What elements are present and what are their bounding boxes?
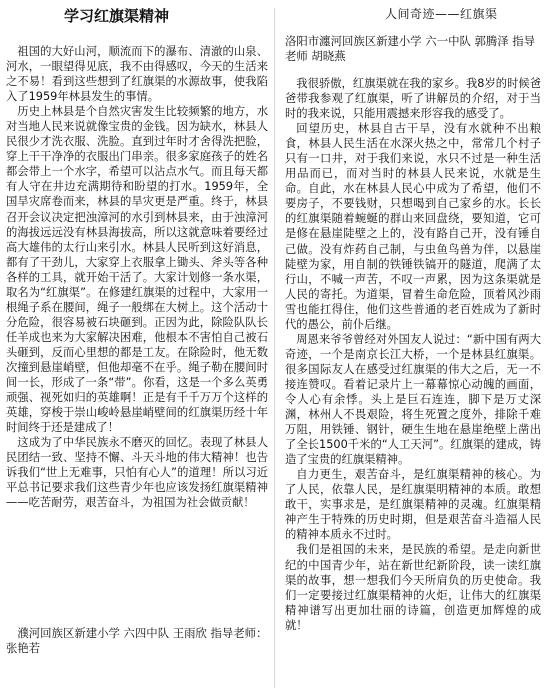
left-article-title: 学习红旗渠精神 [64,7,170,25]
right-paragraph: 自力更生，艰苦奋斗，是红旗渠精神的核心。为了人民，依靠人民，是红旗渠明精神的本质。敢想敢干，实事求是，是红旗渠精神的灵魂。红旗渠精神产生于特殊的历史时期，但是艰苦奋斗造福人民的精神本质永不过时。 [285,468,541,542]
right-paragraph: 周恩来爷爷曾经对外国友人说过：“新中国有两大奇迹，一个是南京长江大桥，一个是林县红旗渠。很多国际友人在感受过红旗渠的伟大之后，无一不接连赞叹。看着记录片上一幕幕惊心动魄的画面，令人心有余悸。头上是巨石连连，脚下是万丈深渊，林州人不畏艰险，将生死置之度外，排除千难万阻，用铁锤、钢针，硬生生地在悬崖绝壁上凿出了全长1500千米的“人工天河”。红旗渠的建成，铸造了宝贵的红旗渠精神。 [285,332,541,467]
left-paragraph: 这成为了中华民族永不磨灭的回忆。表现了林县人民团结一致、坚持不懈、斗天斗地的伟大精神！也告诉我们“世上无难事，只怕有心人”的道理！所以习近平总书记要求我们这些青少年也应该发扬红旗渠精神——吃苦耐劳，艰苦奋斗，为祖国为社会做贡献！ [6,436,268,510]
right-paragraph: 我们是祖国的未来，是民族的希望。是走向新世纪的中国青少年，站在新世纪新阶段，读一读红旗渠的故事，想一想我们今天所肩负的历史使命。我们一定要接过红旗渠精神的火炬，让伟大的红旗渠精神谱写出更加壮丽的诗篇，创造更加辉煌的成就！ [285,543,541,632]
right-paragraph: 回望历史，林县自古干旱，没有水就种不出粮食，林县人民生活在水深火热之中，常常几个村子只有一口井，对于我们来说，水只不过是一种生活用品而已，而对当时的林县人民来说，水就是生命。自此，水在林县人民心中成为了希望，他们不要房子，不要钱财，只想喝到自己家乡的水。长长的红旗渠随着蜿蜒的群山来回盘绕，要知道，它可是修在悬崖陡壁之上的，没有路自己开，没有锤自己做。没有炸药自己制，与虫鱼鸟兽为伴，以悬崖陡壁为家，用自制的铁锤铁镐开的隧道，爬满了太行山，不喊一声苦，不叹一声累，因为这条渠就是人民的寄托。为道渠，冒着生命危险，顶着风沙雨雪也能扛得住，他们这些普通的老百姓成为了新时代的愚公，前仆后继。 [285,122,541,331]
right-author-byline: 洛阳市瀍河回族区新建小学 六一中队 郭腾泽 指导老师 胡晓燕 [285,34,536,63]
left-author-footer: 濮河回族区新建小学 六四中队 王雨欣 指导老师：张艳若 [6,626,268,655]
right-paragraph: 我很骄傲，红旗渠就在我的家乡。我8岁的时候爸爸带我参观了红旗渠，听了讲解员的介绍，对于当时的我来说，只能用震撼来形容我的感受了。 [285,77,541,121]
right-article-title: 人间奇迹——红旗渠 [385,7,498,21]
right-article-body [285,76,541,633]
column-divider [274,8,275,688]
left-article-body [6,44,268,510]
left-paragraph: 历史上林县是个自然灾害发生比较频繁的地方，水对当地人民来说就像宝贵的金钱。因为缺水，林县人民很少才洗衣服、洗脸。直到过年时才舍得洗把脸，穿上干干净净的衣服出门串亲。很多家庭孩子的姓名都会带上一个水字，希望可以沾点水气。而且每天都有人守在井边充满期待和盼望的打水。1959年，全国旱灾席卷而来，林县的旱灾更是严重。终于，林县召开会议决定把浊漳河的水引到林县来，由于浊漳河的海拔远远没有林县海拔高，所以这就意味着要经过高大雄伟的太行山来引水。林县人民听到这好消息，都有了干劲儿，大家穿上衣服拿上锄头、斧头等各种各样的工具，就开始干活了。大家计划修一条水渠，取名为“红旗渠”。在修建红旗渠的过程中，大家用一根绳子系在腰间，绳子一般绑在大树上。这个活动十分危险，很容易被石块砸到。正因为此，除险队队长任羊成也来为大家解决困难，他根本不害怕自己被石头砸到，反而心里想的都是工友。在除险时，他无数次撞到悬崖峭壁，但他却毫不在乎。绳子勒在腰间时间一长，形成了一条“带”。你看，这是一个多么英勇顽强、视死如归的英雄啊！正是有千千万万个这样的英雄，穿梭于崇山峻岭悬崖峭壁间的红旗渠历经十年时间终于还是建成了！ [6,105,268,435]
left-paragraph: 祖国的大好山河，顺流而下的瀑布、清澈的山泉、河水，一眼望得见底，我不由得感叹，今天的生活来之不易！看到这些想到了红旗渠的水源故事，使我陷入了1959年林县发生的事情。 [6,45,268,104]
